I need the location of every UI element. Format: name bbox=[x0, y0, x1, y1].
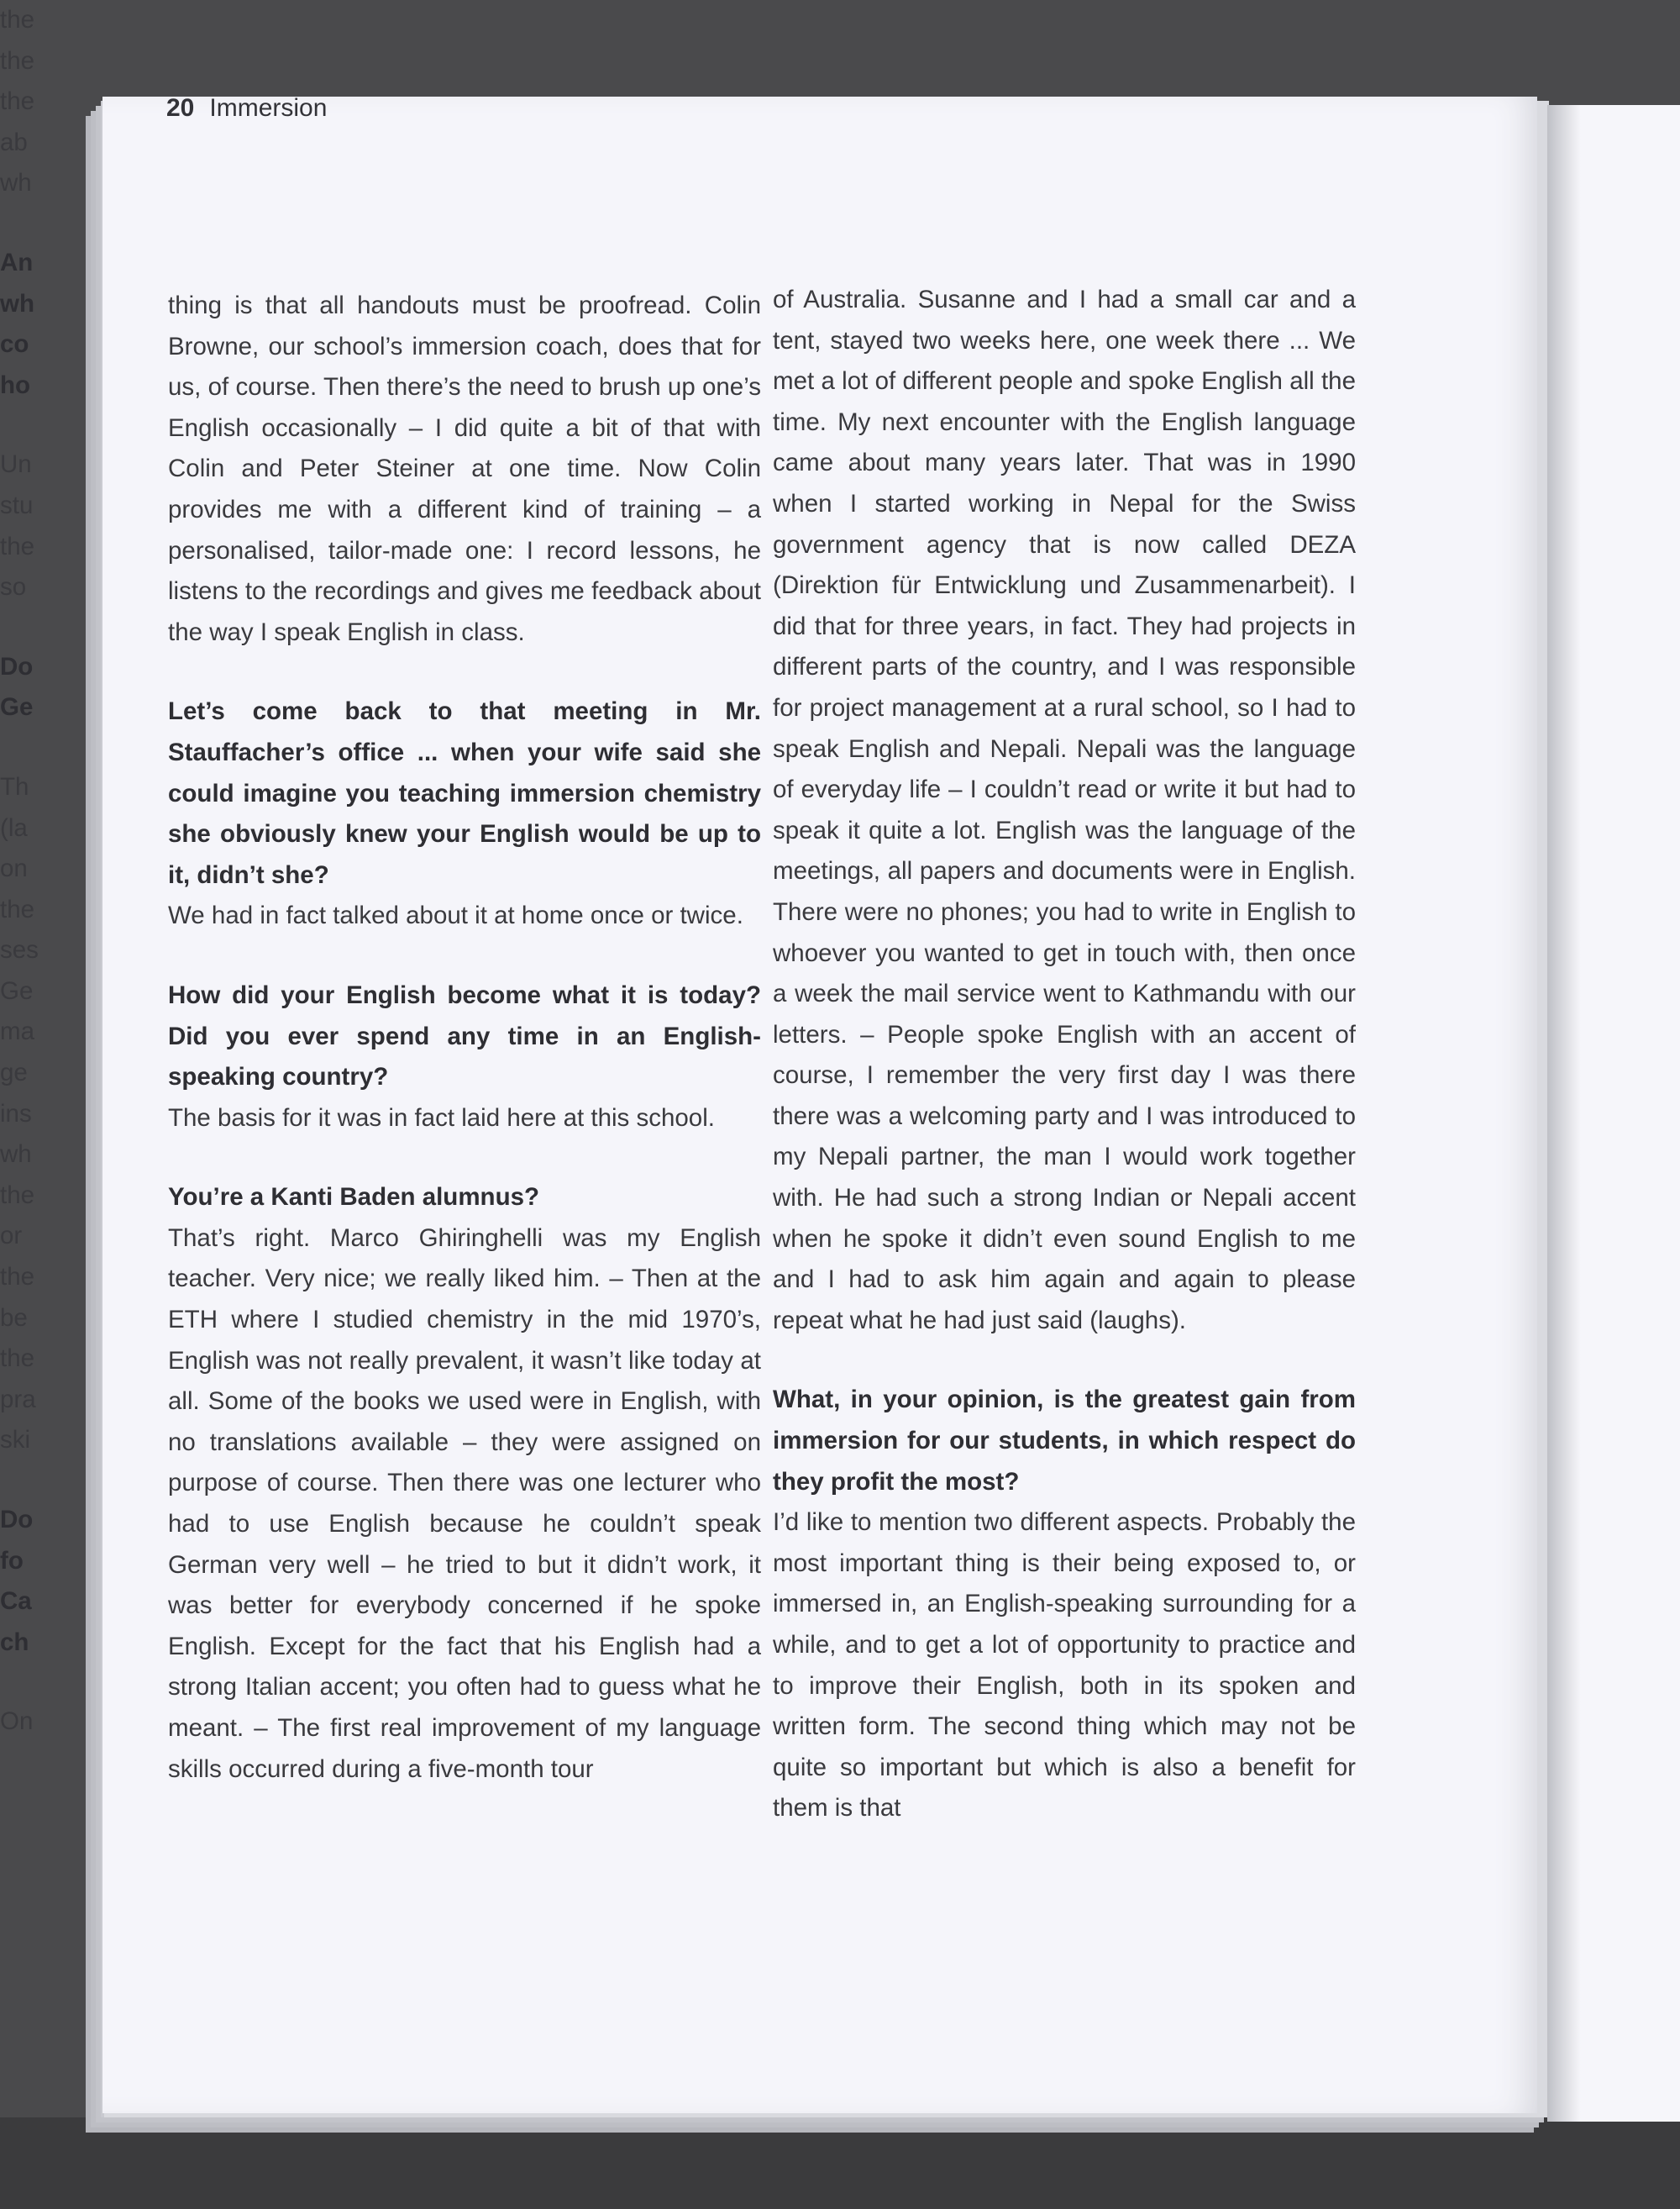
facing-page-line-fragment: the bbox=[0, 87, 35, 116]
page-number: 20 bbox=[166, 94, 195, 122]
interview-answer: I’d like to mention two different aspects. Probably the most important thing is their being exposed to, or immersed in, an English-speaking surrounding for a while, and to get a lot of opportunity to practice and to improve their English, both in its spoken and written form. The second thing which may not be quite so important but which is also a benefit for them is that bbox=[773, 1508, 1356, 1822]
facing-page-line-fragment: the bbox=[0, 6, 35, 34]
facing-page-line-fragment: ses bbox=[0, 936, 39, 965]
facing-page-line-fragment: wh bbox=[0, 1140, 32, 1169]
interview-answer: thing is that all handouts must be proofread. Colin Browne, our school’s immersion coach, does that for us, of course. Then there’s the need to brush up one’s English occasionally – I did quite a bit of that with Colin and Peter Steiner at one time. Now Colin provides me with a different kind of training – a personalised, tailor-made one: I record lessons, he listens to the recordings and gives me feedback about the way I speak English in class. bbox=[168, 292, 761, 646]
facing-page-line-fragment: Do bbox=[0, 652, 34, 681]
interview-answer: of Australia. Susanne and I had a small car and a tent, stayed two weeks here, one week there ... We met a lot of different people and spoke English all the time. My next encounter with the English language came about many years later. That was in 1990 when I started working in Nepal for the Swiss government agency that is now called DEZA (Direktion für Entwicklung und Zusammenarbeit). I did that for three years, in fact. They had projects in different parts of the country, and I was responsible for project management at a rural school, so I had to speak English and Nepali. Nepali was the language of everyday life – I couldn’t read or write it but had to speak it quite a lot. English was the language of the meetings, all papers and documents were in English. There were no phones; you had to write in English to whoever you wanted to get in touch with, then once a week the mail service went to Kathmandu with our letters. – People spoke English with an accent of course, I remember the very first day I was there there was a welcoming party and I was introduced to my Nepali partner, the man I would work together with. He had such a strong Indian or Nepali accent when he spoke it didn’t even sound English to me and I had to ask him again and again to please repeat what he had just said (laughs). bbox=[773, 286, 1356, 1334]
paragraph-gap bbox=[773, 1341, 1356, 1380]
facing-page-line-fragment: Ca bbox=[0, 1587, 32, 1616]
facing-page-line-fragment: wh bbox=[0, 169, 32, 197]
interview-question: How did your English become what it is today? Did you ever spend any time in an English-speaking country? bbox=[168, 981, 761, 1091]
text-column-middle bbox=[773, 280, 1356, 1829]
paragraph-gap bbox=[0, 1461, 50, 1500]
interview-question: Let’s come back to that meeting in Mr. Stauffacher’s office ... when your wife said she could imagine you teaching immersion chemistry she obviously knew your English would be up to it, didn’t she? bbox=[168, 697, 761, 889]
facing-page-line-fragment: An bbox=[0, 248, 34, 276]
facing-page-line-fragment: Ge bbox=[0, 976, 34, 1005]
section-title: Immersion bbox=[209, 94, 328, 122]
paragraph-gap bbox=[168, 1139, 761, 1177]
facing-page-line-fragment: or bbox=[0, 1222, 23, 1250]
facing-page-line-fragment: fo bbox=[0, 1546, 24, 1575]
facing-page-line-fragment: Do bbox=[0, 1506, 34, 1533]
facing-page-line-fragment: be bbox=[0, 1303, 28, 1332]
facing-page-line-fragment: wh bbox=[0, 289, 34, 318]
facing-page-line-fragment: the bbox=[0, 895, 35, 923]
interview-question: What, in your opinion, is the greatest gain from immersion for our students, in which respect do they profit the most? bbox=[773, 1386, 1356, 1496]
facing-page-line-fragment: on bbox=[0, 855, 28, 883]
facing-page-line-fragment: Ge bbox=[0, 693, 34, 722]
facing-page-text-fragments bbox=[0, 0, 50, 1743]
facing-page-line-fragment: so bbox=[0, 573, 27, 602]
facing-page-line-fragment: ge bbox=[0, 1059, 28, 1087]
paragraph-gap bbox=[0, 728, 50, 767]
facing-page-line-fragment: the bbox=[0, 1263, 35, 1291]
facing-page-line-fragment: On bbox=[0, 1707, 34, 1736]
paragraph-gap bbox=[168, 937, 761, 976]
text-column-left bbox=[168, 286, 761, 1790]
facing-page-line-fragment: ch bbox=[0, 1628, 29, 1656]
interview-answer: That’s right. Marco Ghiringhelli was my English teacher. Very nice; we really liked him. – Then at the ETH where I studied chemistry in the mid 1970’s, English was not really prevalent, it wasn’t like today at all. Some of the books we used were in English, with no translations available – they were assigned on purpose of course. Then there was one lecturer who had to use English because he couldn’t speak German very well – he tried to but it didn’t work, it was better for everybody concerned if he spoke English. Except for the fact that his English had a strong Italian accent; you often had to guess what he meant. – The first real improvement of my language skills occurred during a five-month tour bbox=[168, 1223, 761, 1783]
facing-page-line-fragment: pra bbox=[0, 1385, 36, 1413]
facing-page-line-fragment: the bbox=[0, 1181, 35, 1209]
facing-page-line-fragment: Th bbox=[0, 772, 29, 801]
facing-page-line-fragment: ski bbox=[0, 1426, 31, 1454]
facing-page-line-fragment: ma bbox=[0, 1018, 34, 1046]
interview-question: You’re a Kanti Baden alumnus? bbox=[168, 1183, 540, 1212]
paragraph-gap bbox=[0, 1663, 50, 1701]
facing-page-line-fragment: ab bbox=[0, 128, 28, 156]
interview-answer: We had in fact talked about it at home once or twice. bbox=[168, 902, 743, 930]
facing-page-line-fragment: co bbox=[0, 330, 29, 359]
facing-page-line-fragment: the bbox=[0, 1344, 35, 1373]
facing-page-line-fragment: (la bbox=[0, 813, 28, 842]
facing-page-line-fragment: ho bbox=[0, 371, 31, 399]
paragraph-gap bbox=[0, 406, 50, 444]
facing-page bbox=[1547, 105, 1680, 2122]
paragraph-gap bbox=[0, 608, 50, 647]
paragraph-gap bbox=[168, 653, 761, 692]
facing-page-line-fragment: stu bbox=[0, 491, 34, 519]
interview-answer: The basis for it was in fact laid here at this school. bbox=[168, 1103, 715, 1132]
running-header bbox=[166, 94, 327, 123]
facing-page-line-fragment: Un bbox=[0, 450, 32, 479]
facing-page-line-fragment: the bbox=[0, 46, 35, 75]
facing-page-line-fragment: the bbox=[0, 532, 35, 560]
facing-page-line-fragment: ins bbox=[0, 1099, 32, 1128]
paragraph-gap bbox=[0, 204, 50, 243]
gutter-shadow bbox=[1547, 105, 1581, 2122]
scan-background bbox=[0, 2117, 1680, 2209]
